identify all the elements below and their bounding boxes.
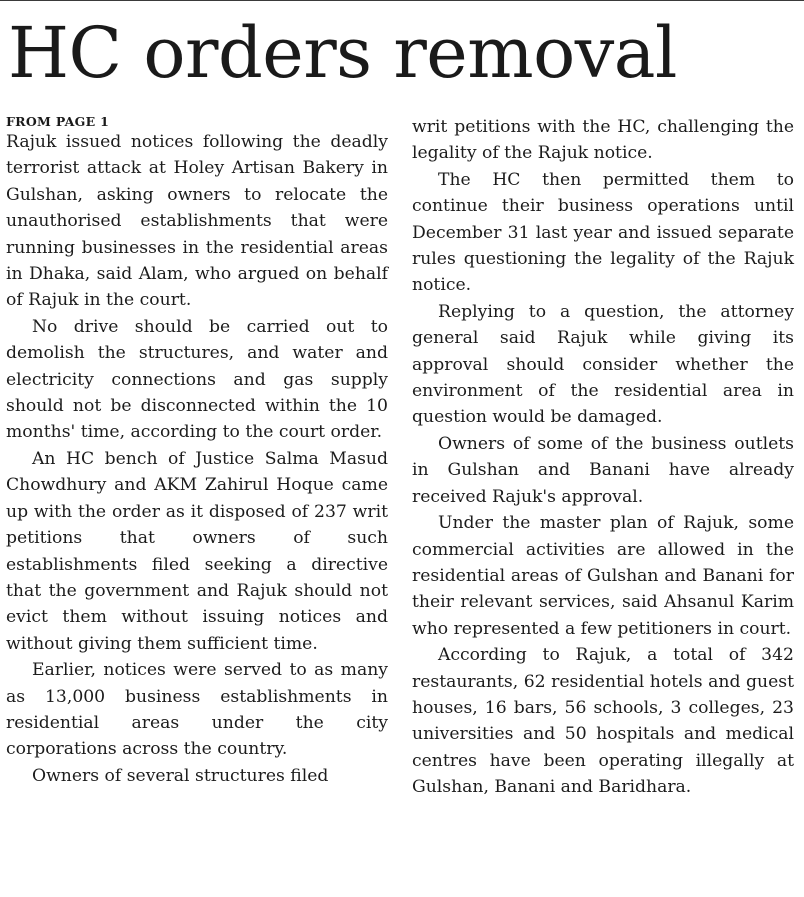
paragraph: Replying to a question, the attorney general said Rajuk while giving its approval should consider whether the environment of the residential area in question would be damaged. bbox=[412, 301, 794, 428]
article-column-left bbox=[6, 113, 388, 789]
paragraph: The HC then permitted them to continue their business operations until December 31 last year and issued separate rules questioning the legality of the Rajuk notice. bbox=[412, 169, 794, 296]
top-rule bbox=[0, 0, 804, 1]
paragraph: According to Rajuk, a total of 342 restaurants, 62 residential hotels and guest houses, 16 bars, 56 schools, 3 colleges, 23 universities and 50 hospitals and medical centres have been operating illegally at Gulshan, Banani and Baridhara. bbox=[412, 645, 794, 798]
article-column-right bbox=[412, 114, 794, 801]
paragraph: writ petitions with the HC, challenging the legality of the Rajuk notice. bbox=[412, 117, 794, 164]
paragraph: Owners of several structures filed bbox=[32, 765, 329, 786]
paragraph: Under the master plan of Rajuk, some commercial activities are allowed in the residential areas of Gulshan and Banani for their relevant services, said Ahsanul Karim who represented a few petitioners in court. bbox=[412, 513, 794, 639]
jump-label: FROM PAGE 1 bbox=[6, 114, 110, 129]
headline: HC orders removal bbox=[8, 12, 677, 94]
paragraph: No drive should be carried out to demolish the structures, and water and electricity connections and gas supply should not be disconnected within the 10 months' time, according to the court order. bbox=[6, 316, 388, 443]
paragraph: Rajuk issued notices following the deadly terrorist attack at Holey Artisan Bakery in Gulshan, asking owners to relocate the unauthorised establishments that were running businesses in the residential areas in Dhaka, said Alam, who argued on behalf of Rajuk in the court. bbox=[6, 132, 388, 311]
paragraph: Earlier, notices were served to as many as 13,000 business establishments in residential areas under the city corporations across the country. bbox=[6, 660, 388, 760]
paragraph: Owners of some of the business outlets in Gulshan and Banani have already received Rajuk's approval. bbox=[412, 433, 794, 507]
paragraph: An HC bench of Justice Salma Masud Chowdhury and AKM Zahirul Hoque came up with the order as it disposed of 237 writ petitions that owners of such establishments filed seeking a directive that the government and Rajuk should not evict them without issuing notices and without giving them sufficient time. bbox=[6, 448, 388, 654]
